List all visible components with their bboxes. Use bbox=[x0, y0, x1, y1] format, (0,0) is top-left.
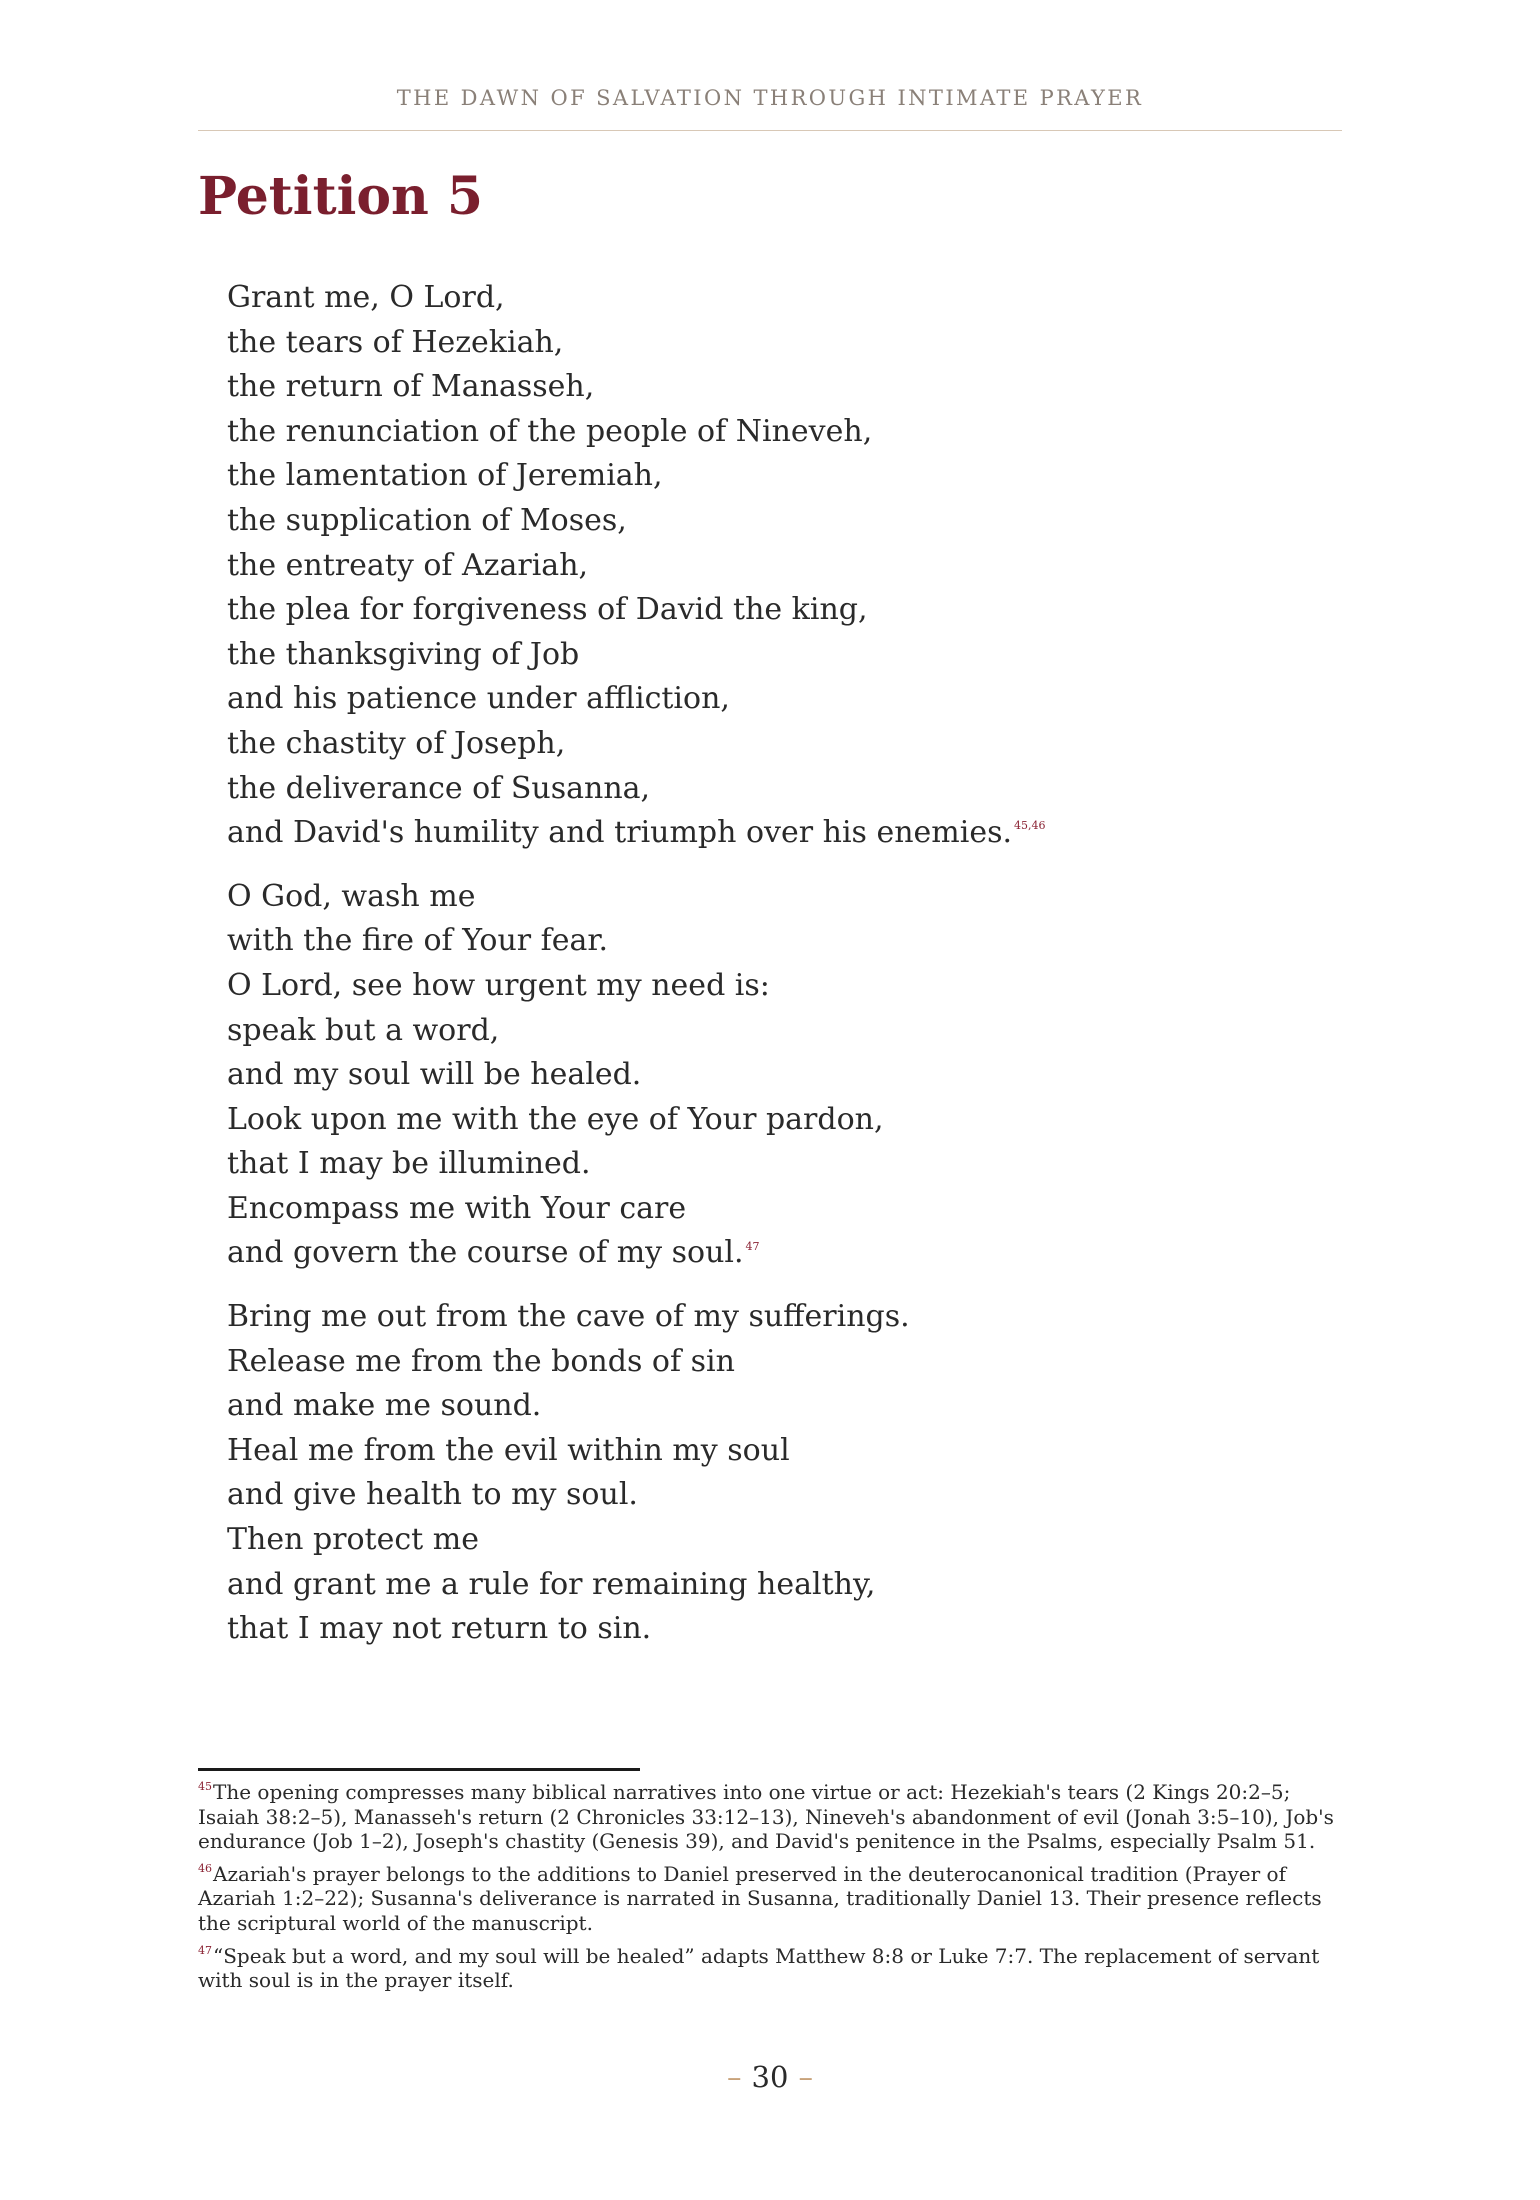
page-number bbox=[0, 2060, 1540, 2094]
verse-line bbox=[227, 1009, 1327, 1054]
verse-line-text: the return of Manasseh, bbox=[227, 369, 595, 405]
verse-line bbox=[227, 875, 1327, 920]
verse-line bbox=[227, 1187, 1327, 1232]
stanza bbox=[227, 875, 1327, 1276]
verse-line bbox=[227, 1429, 1327, 1474]
verse-line-text: Look upon me with the eye of Your pardon, bbox=[227, 1101, 884, 1137]
verse-line bbox=[227, 1098, 1327, 1143]
verse-line bbox=[227, 1384, 1327, 1429]
petition-text bbox=[227, 276, 1327, 1671]
verse-line-text: and my soul will be healed. bbox=[227, 1057, 642, 1093]
verse-line-text: Heal me from the evil within my soul bbox=[227, 1432, 790, 1468]
verse-line-text: the lamentation of Jeremiah, bbox=[227, 458, 663, 494]
verse-line bbox=[227, 1053, 1327, 1098]
verse-line bbox=[227, 1473, 1327, 1518]
verse-line-text: O God, wash me bbox=[227, 878, 476, 914]
footnote bbox=[198, 1944, 1342, 1993]
header-rule bbox=[198, 130, 1342, 131]
verse-line-text: O Lord, see how urgent my need is: bbox=[227, 967, 770, 1003]
verse-line-text: the deliverance of Susanna, bbox=[227, 770, 651, 806]
verse-line bbox=[227, 633, 1327, 678]
verse-line bbox=[227, 544, 1327, 589]
verse-line bbox=[227, 1231, 1327, 1276]
verse-line bbox=[227, 1340, 1327, 1385]
verse-line-text: and make me sound. bbox=[227, 1388, 542, 1424]
verse-line bbox=[227, 1142, 1327, 1187]
footnote-text: The opening compresses many biblical narratives into one virtue or act: Hezekiah's tears (2 Kings 20:2–5; Isaiah 38:2–5), Manasseh's return (2 Chronicles 33:12–13), Nineveh's abandonment of evil (Jonah 3:5–10), Job's endurance (Job 1–2), Joseph's chastity (Genesis 39), and David's penitence in the Psalms, especially Psalm 51. bbox=[198, 1780, 1334, 1854]
page-title: Petition 5 bbox=[198, 166, 484, 227]
folio-dash-right: – bbox=[798, 2060, 813, 2094]
verse-line bbox=[227, 321, 1327, 366]
verse-line-text: that I may be illumined. bbox=[227, 1146, 591, 1182]
stanza bbox=[227, 1295, 1327, 1652]
footnote-text: Azariah's prayer belongs to the additions to Daniel preserved in the deuterocanonical tradition (Prayer of Azariah 1:2–22); Susanna's deliverance is narrated in Susanna, traditionally Daniel 13. Their presence reflects the scriptural world of the manuscript. bbox=[198, 1861, 1322, 1935]
verse-line-text: the renunciation of the people of Nineveh, bbox=[227, 413, 873, 449]
footnote-number: 46 bbox=[198, 1861, 212, 1875]
verse-line-text: speak but a word, bbox=[227, 1012, 500, 1048]
verse-line bbox=[227, 811, 1327, 856]
stanza bbox=[227, 276, 1327, 856]
verse-line-text: the thanksgiving of Job bbox=[227, 636, 580, 672]
verse-line bbox=[227, 722, 1327, 767]
verse-line bbox=[227, 454, 1327, 499]
verse-line-text: the entreaty of Azariah, bbox=[227, 547, 589, 583]
verse-line bbox=[227, 588, 1327, 633]
verse-line-text: Bring me out from the cave of my sufferings. bbox=[227, 1299, 910, 1335]
verse-line-text: and David's humility and triumph over his enemies. bbox=[227, 815, 1013, 851]
verse-line-text: Then protect me bbox=[227, 1522, 479, 1558]
verse-line bbox=[227, 1295, 1327, 1340]
verse-line-text: the chastity of Joseph, bbox=[227, 725, 566, 761]
footnote bbox=[198, 1862, 1342, 1936]
verse-line bbox=[227, 1518, 1327, 1563]
verse-line bbox=[227, 499, 1327, 544]
footnote-reference[interactable]: 45,46 bbox=[1014, 819, 1046, 833]
verse-line-text: the supplication of Moses, bbox=[227, 502, 627, 538]
verse-line-text: Grant me, O Lord, bbox=[227, 280, 505, 315]
verse-line-text: Encompass me with Your care bbox=[227, 1190, 687, 1226]
verse-line bbox=[227, 964, 1327, 1009]
verse-line bbox=[227, 410, 1327, 455]
footnote-reference[interactable]: 47 bbox=[745, 1239, 760, 1253]
verse-line bbox=[227, 1563, 1327, 1608]
verse-line bbox=[227, 919, 1327, 964]
verse-line bbox=[227, 1607, 1327, 1652]
footnote-number: 45 bbox=[198, 1780, 212, 1794]
verse-line-text: and his patience under affliction, bbox=[227, 681, 730, 717]
verse-line bbox=[227, 677, 1327, 722]
verse-line-text: and grant me a rule for remaining healthy, bbox=[227, 1566, 876, 1602]
page-number-value: 30 bbox=[751, 2060, 789, 2094]
verse-line-text: Release me from the bonds of sin bbox=[227, 1343, 735, 1379]
verse-line-text: with the fire of Your fear. bbox=[227, 923, 608, 959]
verse-line bbox=[227, 767, 1327, 812]
verse-line-text: that I may not return to sin. bbox=[227, 1611, 652, 1647]
verse-line bbox=[227, 365, 1327, 410]
running-head: THE DAWN OF SALVATION THROUGH INTIMATE PRAYER bbox=[396, 86, 1144, 110]
footnote-number: 47 bbox=[198, 1943, 212, 1957]
verse-line-text: and give health to my soul. bbox=[227, 1477, 638, 1513]
verse-line-text: the plea for forgiveness of David the king, bbox=[227, 592, 868, 628]
verse-line-text: and govern the course of my soul. bbox=[227, 1235, 744, 1271]
footnote bbox=[198, 1780, 1342, 1854]
verse-line-text: the tears of Hezekiah, bbox=[227, 324, 564, 360]
verse-line bbox=[227, 276, 1327, 321]
footnote-text: “Speak but a word, and my soul will be healed” adapts Matthew 8:8 or Luke 7:7. The replacement of servant with soul is in the prayer itself. bbox=[198, 1943, 1320, 1993]
footnote-rule bbox=[198, 1768, 640, 1771]
folio-dash-left: – bbox=[727, 2060, 742, 2094]
footnotes bbox=[198, 1780, 1342, 2001]
